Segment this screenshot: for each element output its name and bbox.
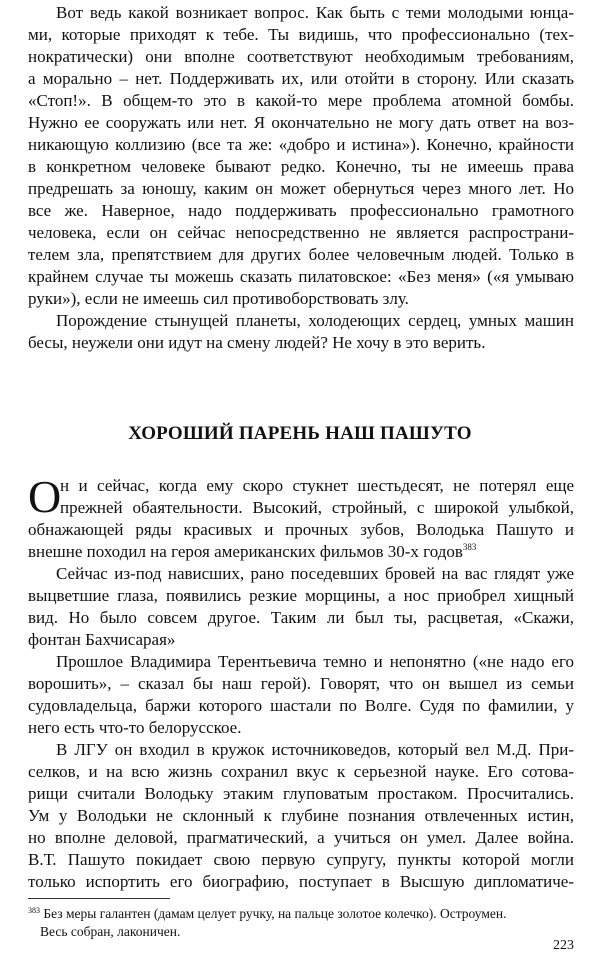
text-line: все же. Наверное, надо поддерживать профессионально грамотного [28, 201, 574, 220]
text-line: нократически) они вполне соответствуют необходимым требованиям, [28, 47, 574, 66]
text-line: а морально – нет. Поддерживать их, или отойти в сторону. Или сказать [28, 69, 574, 88]
text-line: но вполне деловой, прагматический, а учиться он умел. Далее война. [28, 828, 574, 847]
text-line: Вот ведь какой возникает вопрос. Как быть с теми молодыми юнца- [56, 3, 574, 22]
text-line: Прошлое Владимира Терентьевича темно и непонятно («не надо его [56, 652, 574, 671]
footnote-text: Без меры галантен (дамам целует ручку, на пальце золотое колечко). Остроумен. [43, 906, 507, 921]
text-line: Нужно ее сооружать или нет. Я окончательно не могу дать ответ на воз- [28, 113, 574, 132]
footnote-marker: 383 [28, 906, 40, 915]
text-span: внешне походил на героя американских фильмов 30-х годов [28, 542, 463, 561]
text-line: В ЛГУ он входил в кружок источниковедов, который вел М.Д. При- [56, 740, 574, 759]
text-line: ворошить», – сказал бы наш герой). Говорят, что он вышел из семьи [28, 674, 574, 693]
text-line: бесы, неужели они идут на смену людей? Не хочу в это верить. [28, 333, 486, 352]
text-line: предрешать за юношу, каким он может обернуться через много лет. Но [28, 179, 574, 198]
footnote-line [28, 905, 574, 923]
text-line: фонтан Бахчисарая» [28, 630, 176, 649]
text-line: «Стоп!». В общем-то это в какой-то мере проблема атомной бомбы. [28, 91, 574, 110]
text-line [28, 541, 574, 563]
text-line: В.Т. Пашуто покидает свою первую супругу, пункты которой могли [28, 850, 574, 869]
text-line: выцветшие глаза, появились резкие морщины, а нос приобрел хищный [28, 586, 574, 605]
text-line: него есть что-то белорусское. [28, 718, 242, 737]
text-line: ми, которые приходят к тебе. Ты видишь, что профессионально (тех- [28, 25, 574, 44]
text-line: рищи считали Володьку этаким глуповатым простаком. Просчитались. [28, 784, 574, 803]
text-line: судовладельца, баржи которого шастали по Волге. Судя по фамилии, у [28, 696, 574, 715]
text-line: крайнем случае ты можешь сказать пилатовское: «Без меня» («я умываю [28, 267, 574, 286]
text-line: обнажающей ряды красивых и прочных зубов, Володька Пашуто и [28, 520, 574, 539]
text-line: человека, если он сейчас непосредственно не является распространи- [28, 223, 574, 242]
text-line: селков, и на всю жизнь сохранил вкус к серьезной науке. Его сотова- [28, 762, 574, 781]
drop-cap: О [28, 471, 62, 522]
page-number: 223 [553, 938, 574, 953]
footnote-divider [28, 898, 170, 899]
text-line: н и сейчас, когда ему скоро стукнет шестьдесят, не потерял еще [60, 476, 574, 495]
text-line: только испортить его биографию, поступает в Высшую дипломатиче- [28, 872, 574, 891]
footnote-ref: 383 [462, 542, 477, 552]
text-line: вид. Но было совсем другое. Таким ли был ты, расцветая, «Скажи, [28, 608, 574, 627]
chapter-heading: ХОРОШИЙ ПАРЕНЬ НАШ ПАШУТО [128, 423, 472, 444]
text-line: телем зла, препятствием для других более человечным людей. Только в [28, 245, 574, 264]
text-line: руки»), если не имеешь сил противоборствовать злу. [28, 289, 409, 308]
text-line: Ум у Володьки не склонный к глубине познания отвлеченных истин, [28, 806, 574, 825]
text-line: никающую коллизию (все та же: «добро и истина»). Конечно, крайности [28, 135, 574, 154]
text-line: в конкретном человеке бывают редко. Конечно, ты не имеешь права [28, 157, 574, 176]
text-line: Порождение стынущей планеты, холодеющих сердец, умных машин [56, 311, 574, 330]
text-line: Сейчас из-под нависших, рано поседевших бровей на вас глядят уже [56, 564, 574, 583]
footnote-line: Весь собран, лаконичен. [40, 924, 181, 939]
text-line: прежней обаятельности. Высокий, стройный, с широкой улыбкой, [60, 498, 574, 517]
